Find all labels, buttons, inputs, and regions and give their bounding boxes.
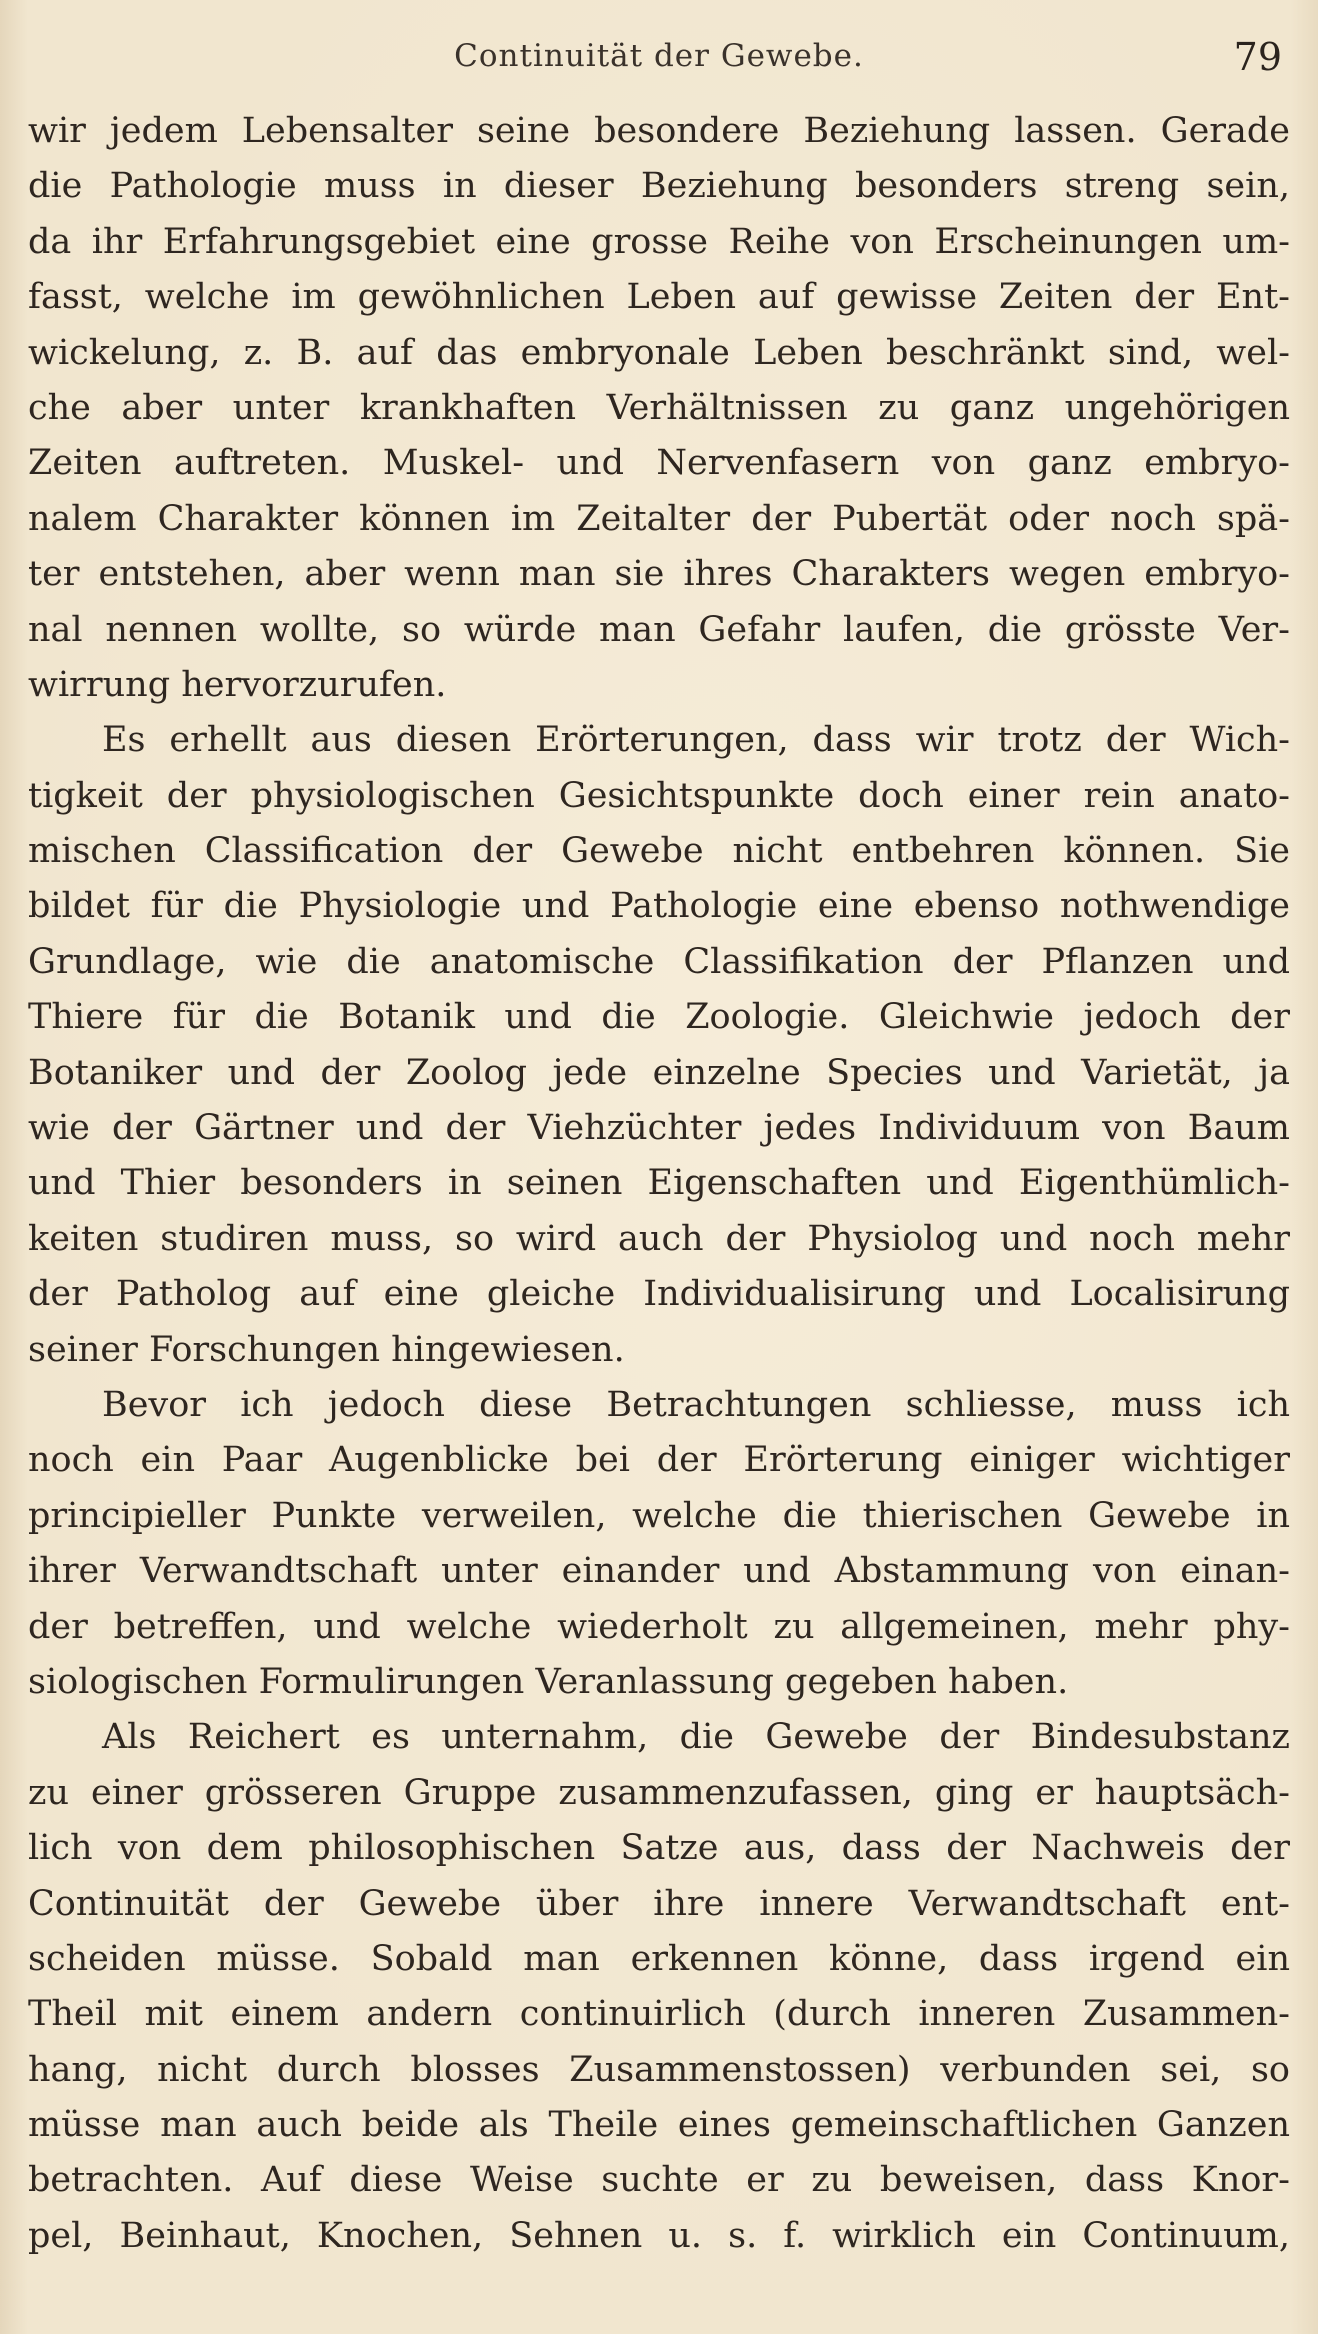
text-line: bildet für die Physiologie und Pathologie eine ebenso nothwendige [28,886,1290,927]
text-line: mischen Classification der Gewebe nicht entbehren können. Sie [28,831,1290,872]
text-line: Als Reichert es unternahm, die Gewebe der Bindesubstanz [102,1717,1290,1758]
text-line: keiten studiren muss, so wird auch der Physiolog und noch mehr [28,1218,1290,1259]
body-text [28,104,1290,2264]
running-head-title: Continuität der Gewebe. [454,38,864,74]
text-line: wirrung hervorzurufen. [28,664,447,705]
text-line: pel, Beinhaut, Knochen, Sehnen u. s. f. wirklich ein Continuum, [28,2215,1290,2256]
text-line: die Pathologie muss in dieser Beziehung besonders streng sein, [28,166,1290,207]
text-line: betrachten. Auf diese Weise suchte er zu beweisen, dass Knor- [28,2160,1290,2201]
text-line: Botaniker und der Zoolog jede einzelne Species und Varietät, ja [28,1052,1290,1093]
text-line: tigkeit der physiologischen Gesichtspunkte doch einer rein anato- [28,775,1290,816]
text-line: seiner Forschungen hingewiesen. [28,1329,625,1370]
text-line: siologischen Formulirungen Veranlassung gegeben haben. [28,1661,1069,1702]
text-line: wickelung, z. B. auf das embryonale Leben beschränkt sind, wel- [28,332,1290,373]
page-number: 79 [1233,35,1282,79]
paragraph [28,1378,1290,1710]
text-line: der betreffen, und welche wiederholt zu allgemeinen, mehr phy- [28,1606,1290,1647]
text-line: fasst, welche im gewöhnlichen Leben auf gewisse Zeiten der Ent- [28,277,1290,318]
page-header [28,35,1290,86]
paragraph [28,1710,1290,2264]
text-line: Zeiten auftreten. Muskel- und Nervenfasern von ganz embryo- [28,443,1290,484]
text-line: Grundlage, wie die anatomische Classifikation der Pflanzen und [28,941,1290,982]
text-line: hang, nicht durch blosses Zusammenstossen) verbunden sei, so [28,2049,1290,2090]
text-line: müsse man auch beide als Theile eines gemeinschaftlichen Ganzen [28,2105,1290,2146]
text-line: nal nennen wollte, so würde man Gefahr laufen, die grösste Ver- [28,609,1290,650]
text-line: ter entstehen, aber wenn man sie ihres Charakters wegen embryo- [28,554,1290,595]
text-line: ihrer Verwandtschaft unter einander und Abstammung von einan- [28,1551,1290,1592]
text-line: Thiere für die Botanik und die Zoologie. Gleichwie jedoch der [28,997,1290,1038]
text-line: Es erhellt aus diesen Erörterungen, dass wir trotz der Wich- [102,720,1290,761]
text-line: wir jedem Lebensalter seine besondere Beziehung lassen. Gerade [28,111,1290,151]
text-line: Continuität der Gewebe über ihre innere Verwandtschaft ent- [28,1883,1290,1924]
text-line: zu einer grösseren Gruppe zusammenzufassen, ging er hauptsäch- [28,1772,1290,1813]
text-line: lich von dem philosophischen Satze aus, dass der Nachweis der [28,1828,1290,1869]
text-line: nalem Charakter können im Zeitalter der Pubertät oder noch spä- [28,498,1290,539]
text-line: und Thier besonders in seinen Eigenschaften und Eigenthümlich- [28,1163,1290,1204]
text-line: che aber unter krankhaften Verhältnissen zu ganz ungehörigen [28,387,1290,428]
paragraph [28,713,1290,1378]
text-line: der Patholog auf eine gleiche Individualisirung und Localisirung [28,1274,1290,1315]
text-line: da ihr Erfahrungsgebiet eine grosse Reihe von Erscheinungen um- [28,221,1290,262]
text-line: scheiden müsse. Sobald man erkennen könne, dass irgend ein [28,1938,1290,1979]
text-line: noch ein Paar Augenblicke bei der Erörterung einiger wichtiger [28,1440,1290,1481]
text-line: wie der Gärtner und der Viehzüchter jedes Individuum von Baum [28,1108,1290,1149]
text-line: principieller Punkte verweilen, welche die thierischen Gewebe in [28,1495,1290,1536]
text-line: Theil mit einem andern continuirlich (durch inneren Zusammen- [28,1994,1290,2035]
text-line: Bevor ich jedoch diese Betrachtungen schliesse, muss ich [102,1384,1290,1425]
paragraph [28,104,1290,713]
